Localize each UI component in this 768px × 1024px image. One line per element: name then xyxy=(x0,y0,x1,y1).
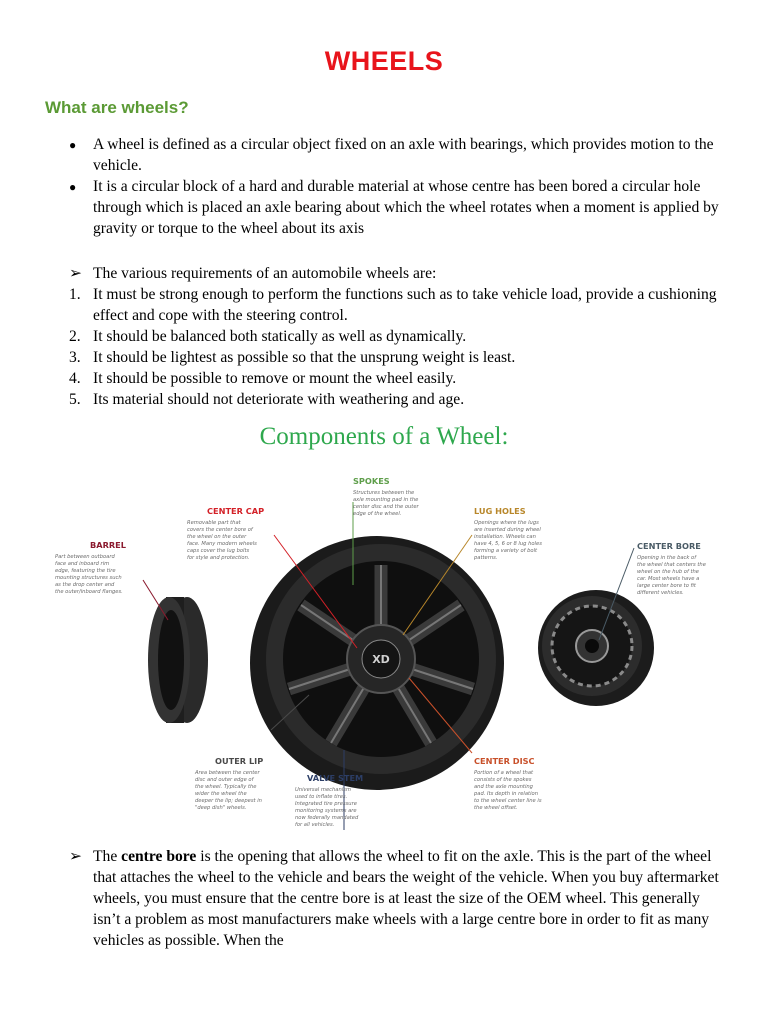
svg-text:forming a variety of bolt: forming a variety of bolt xyxy=(474,548,538,554)
section-heading: What are wheels? xyxy=(45,98,189,117)
svg-text:center disc and the outer: center disc and the outer xyxy=(353,504,419,510)
bullet-icon: ● xyxy=(69,180,77,194)
svg-text:mounting structures such: mounting structures such xyxy=(55,575,122,581)
centre-bore-term: centre bore xyxy=(121,848,197,865)
page-title: WHEELS xyxy=(324,46,444,76)
svg-text:used to inflate tires.: used to inflate tires. xyxy=(295,794,348,800)
svg-text:have 4, 5, 6 or 8 lug holes: have 4, 5, 6 or 8 lug holes xyxy=(474,541,542,547)
svg-text:for all vehicles.: for all vehicles. xyxy=(295,822,335,828)
main-wheel-illustration xyxy=(250,536,504,790)
valve-stem-label xyxy=(295,773,363,828)
svg-text:for style and protection.: for style and protection. xyxy=(187,555,250,561)
spokes-label xyxy=(353,476,420,517)
list-item: 3. It should be lightest as possible so that the unsprung weight is least. xyxy=(69,349,516,366)
svg-text:Removable part that: Removable part that xyxy=(187,520,241,526)
svg-text:CENTER DISC: CENTER DISC xyxy=(474,756,535,766)
svg-text:pad. Its depth in relation: pad. Its depth in relation xyxy=(474,791,538,797)
svg-text:BARREL: BARREL xyxy=(90,540,126,550)
svg-text:Structures between the: Structures between the xyxy=(353,490,415,496)
requirements-intro: ➢ The various requirements of an automobile wheels are: xyxy=(69,265,437,282)
svg-text:CENTER CAP: CENTER CAP xyxy=(207,506,265,516)
svg-text:wider the wheel the: wider the wheel the xyxy=(195,791,247,797)
svg-text:different vehicles.: different vehicles. xyxy=(637,590,684,596)
bullet-icon: ● xyxy=(69,138,77,152)
svg-text:Opening in the back of: Opening in the back of xyxy=(637,555,697,561)
requirements-list xyxy=(69,284,729,410)
list-item: 1. It must be strong enough to perform the functions such as to take vehicle load, provide a cushioning effect and cope with the steering control. xyxy=(69,286,717,324)
list-item: 2. It should be balanced both statically as well as dynamically. xyxy=(69,328,467,345)
svg-text:covers the center bore of: covers the center bore of xyxy=(187,527,253,533)
center-cap-label xyxy=(187,506,264,561)
svg-text:SPOKES: SPOKES xyxy=(353,476,390,486)
svg-text:edge, featuring the tire: edge, featuring the tire xyxy=(55,568,116,574)
barrel-illustration xyxy=(148,597,208,723)
svg-text:the wheel that centers the: the wheel that centers the xyxy=(637,562,706,568)
svg-text:the wheel offset.: the wheel offset. xyxy=(474,805,518,811)
svg-text:Integrated tire pressure: Integrated tire pressure xyxy=(295,801,357,807)
barrel-label xyxy=(55,540,126,595)
svg-text:monitoring systems are: monitoring systems are xyxy=(295,808,357,814)
svg-text:Openings where the lugs: Openings where the lugs xyxy=(474,520,539,526)
svg-text:to the wheel center line is: to the wheel center line is xyxy=(474,798,542,804)
svg-text:wheel on the hub of the: wheel on the hub of the xyxy=(637,569,699,575)
svg-text:Portion of a wheel that: Portion of a wheel that xyxy=(474,770,534,776)
svg-text:the wheel on the outer: the wheel on the outer xyxy=(187,534,247,540)
svg-text:face. Many modern wheels: face. Many modern wheels xyxy=(187,541,257,547)
list-item: ● It is a circular block of a hard and durable material at whose centre has been bored a circular hole through which is placed an axle bearing about which the wheel rotates when a moment is applied by gravity or torque to the wheel about its axis xyxy=(69,178,719,237)
svg-text:consists of the spokes: consists of the spokes xyxy=(474,777,532,783)
outer-lip-label xyxy=(194,756,263,811)
hub-logo: XD xyxy=(372,653,390,666)
svg-text:axle mounting pad in the: axle mounting pad in the xyxy=(353,497,419,503)
svg-text:car. Most wheels have a: car. Most wheels have a xyxy=(637,576,700,582)
centre-bore-paragraph: ➢ The centre bore is the opening that allows the wheel to fit on the axle. This is the part of the wheel that attaches the wheel to the vehicle and bears the weight of the vehicle. When you buy aftermarket wheels, you must ensure that the centre bore is at least the size of the OEM wheel. This generally isn’t a problem as most manufacturers make wheels with a large centre bore in order to fit as many vehicles as possible. When the xyxy=(69,848,719,949)
svg-text:Universal mechanism: Universal mechanism xyxy=(295,787,351,793)
svg-text:Area between the center: Area between the center xyxy=(195,770,260,776)
list-item: 4. It should be possible to remove or mount the wheel easily. xyxy=(69,370,457,387)
svg-text:disc and outer edge of: disc and outer edge of xyxy=(195,777,254,783)
svg-text:LUG HOLES: LUG HOLES xyxy=(474,506,526,516)
svg-text:"deep dish" wheels.: "deep dish" wheels. xyxy=(195,805,247,811)
lug-holes-label xyxy=(473,506,542,561)
svg-text:CENTER BORE: CENTER BORE xyxy=(637,541,701,551)
list-item: ● A wheel is defined as a circular object fixed on an axle with bearings, which provides motion to the vehicle. xyxy=(69,136,714,174)
svg-text:caps cover the lug bolts: caps cover the lug bolts xyxy=(187,548,250,554)
svg-text:OUTER LIP: OUTER LIP xyxy=(215,756,264,766)
arrow-bullet-icon: ➢ xyxy=(69,265,83,282)
svg-text:large center bore to fit: large center bore to fit xyxy=(637,583,696,589)
definition-list xyxy=(69,134,729,239)
svg-text:patterns.: patterns. xyxy=(474,555,498,561)
rear-wheel-illustration xyxy=(538,590,654,706)
svg-text:now federally mandated: now federally mandated xyxy=(295,815,359,821)
svg-text:edge of the wheel.: edge of the wheel. xyxy=(353,511,402,517)
center-bore-label xyxy=(637,541,706,596)
svg-text:face and inboard rim: face and inboard rim xyxy=(55,561,110,567)
center-disc-label xyxy=(473,756,542,811)
wheel-components-diagram xyxy=(47,470,721,832)
svg-text:the wheel. Typically the: the wheel. Typically the xyxy=(195,784,257,790)
svg-text:deeper the lip; deepest in: deeper the lip; deepest in xyxy=(195,798,262,804)
svg-text:and the axle mounting: and the axle mounting xyxy=(474,784,533,790)
svg-text:as the drop center and: as the drop center and xyxy=(55,582,115,588)
components-heading: Components of a Wheel: xyxy=(259,423,509,450)
arrow-bullet-icon: ➢ xyxy=(69,848,83,865)
svg-text:installation. Wheels can: installation. Wheels can xyxy=(474,534,536,540)
svg-text:VALVE STEM: VALVE STEM xyxy=(307,773,364,783)
list-item: 5. Its material should not deteriorate with weathering and age. xyxy=(69,391,465,408)
svg-text:Part between outboard: Part between outboard xyxy=(55,554,115,560)
svg-text:are inserted during wheel: are inserted during wheel xyxy=(474,527,541,533)
svg-text:the outer/inboard flanges.: the outer/inboard flanges. xyxy=(55,589,123,595)
